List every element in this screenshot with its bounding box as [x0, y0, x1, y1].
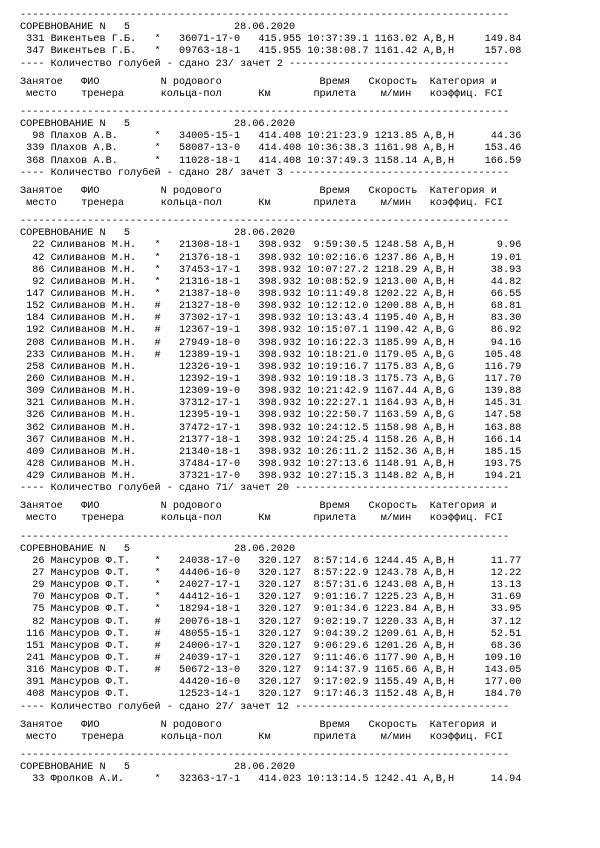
section-rule: --------------------------------------------------------------------------------	[20, 106, 510, 118]
result-row: 241 Мансуров Ф.Т. # 24039-17-1 320.127 9:11:46.6 1177.90 A,B,H 109.10	[20, 653, 522, 665]
result-row: 362 Силиванов М.Н. 37472-17-1 398.932 10:24:12.5 1158.98 A,B,H 163.88	[20, 422, 522, 434]
result-row: 147 Силиванов М.Н. * 21387-18-0 398.932 10:11:49.8 1202.22 A,B,H 66.55	[20, 288, 522, 300]
column-header-line-2: место тренера кольца-пол Км прилета м/мин коэффиц. FCI	[20, 88, 503, 100]
result-row: 321 Силиванов М.Н. 37312-17-1 398.932 10:22:27.1 1164.93 A,B,H 145.31	[20, 398, 522, 410]
result-row: 116 Мансуров Ф.Т. # 48055-15-1 320.127 9:04:39.2 1209.61 A,B,H 52.51	[20, 628, 522, 640]
result-row: 184 Силиванов М.Н. # 37302-17-1 398.932 10:13:43.4 1195.40 A,B,H 83.30	[20, 313, 522, 325]
competition-title: СОРЕВНОВАНИЕ N 5 28.06.2020	[20, 22, 296, 34]
result-row: 428 Силиванов М.Н. 37484-17-0 398.932 10:27:13.6 1148.91 A,B,H 193.75	[20, 458, 522, 470]
result-row: 22 Силиванов М.Н. * 21308-18-1 398.932 9:59:30.5 1248.58 A,B,H 9.96	[20, 240, 522, 252]
section-rule: --------------------------------------------------------------------------------	[20, 750, 510, 762]
result-row: 367 Силиванов М.Н. 21377-18-1 398.932 10:24:25.4 1158.26 A,B,H 166.14	[20, 434, 522, 446]
section-rule: --------------------------------------------------------------------------------	[20, 10, 510, 21]
section-rule: --------------------------------------------------------------------------------	[20, 531, 510, 543]
result-row: 316 Мансуров Ф.Т. # 50672-13-0 320.127 9:14:37.9 1165.66 A,B,H 143.05	[20, 665, 522, 677]
result-row: 368 Плахов А.В. * 11028-18-1 414.408 10:37:49.3 1158.14 A,B,H 166.59	[20, 155, 522, 167]
column-header-line-1: Занятое ФИО N родового Время Скорость Категория и	[20, 185, 497, 197]
result-row: 429 Силиванов М.Н. 37321-17-0 398.932 10:27:15.3 1148.82 A,B,H 194.21	[20, 471, 522, 483]
pigeon-count-summary: ---- Количество голубей - сдано 28/ зачет 3 ------------------------------------	[20, 167, 510, 179]
pigeon-count-summary: ---- Количество голубей - сдано 71/ зачет 20 -----------------------------------	[20, 483, 510, 495]
column-header-line-2: место тренера кольца-пол Км прилета м/мин коэффиц. FCI	[20, 197, 503, 209]
result-row: 29 Мансуров Ф.Т. * 24027-17-1 320.127 8:57:31.6 1243.08 A,B,H 13.13	[20, 580, 522, 592]
competition-title: СОРЕВНОВАНИЕ N 5 28.06.2020	[20, 228, 296, 240]
competition-title: СОРЕВНОВАНИЕ N 5 28.06.2020	[20, 762, 296, 774]
result-row: 75 Мансуров Ф.Т. * 18294-18-1 320.127 9:01:34.6 1223.84 A,B,H 33.95	[20, 604, 522, 616]
column-header-line-1: Занятое ФИО N родового Время Скорость Категория и	[20, 76, 497, 88]
result-row: 92 Силиванов М.Н. * 21316-18-1 398.932 10:08:52.9 1213.00 A,B,H 44.82	[20, 276, 522, 288]
competition-title: СОРЕВНОВАНИЕ N 5 28.06.2020	[20, 119, 296, 131]
result-row: 42 Силиванов М.Н. * 21376-18-1 398.932 10:02:16.6 1237.86 A,B,H 19.01	[20, 252, 522, 264]
column-header-line-1: Занятое ФИО N родового Время Скорость Категория и	[20, 719, 497, 731]
pigeon-count-summary: ---- Количество голубей - сдано 23/ зачет 2 ------------------------------------	[20, 58, 510, 70]
result-row: 409 Силиванов М.Н. 21340-18-1 398.932 10:26:11.2 1152.36 A,B,H 185.15	[20, 446, 522, 458]
result-row: 260 Силиванов М.Н. 12392-19-1 398.932 10:19:18.3 1175.73 A,B,G 117.70	[20, 373, 522, 385]
column-header-line-2: место тренера кольца-пол Км прилета м/мин коэффиц. FCI	[20, 513, 503, 525]
result-row: 391 Мансуров Ф.Т. 44420-16-0 320.127 9:17:02.9 1155.49 A,B,H 177.00	[20, 677, 522, 689]
result-row: 339 Плахов А.В. * 58087-13-0 414.408 10:36:38.3 1161.98 A,B,H 153.46	[20, 143, 522, 155]
result-row: 258 Силиванов М.Н. 12326-19-1 398.932 10:19:16.7 1175.83 A,B,G 116.79	[20, 361, 522, 373]
result-row: 326 Силиванов М.Н. 12395-19-1 398.932 10:22:50.7 1163.59 A,B,G 147.58	[20, 410, 522, 422]
result-row: 86 Силиванов М.Н. * 37453-17-1 398.932 10:07:27.2 1218.29 A,B,H 38.93	[20, 264, 522, 276]
pigeon-count-summary: ---- Количество голубей - сдано 27/ зачет 12 -----------------------------------	[20, 701, 510, 713]
result-row: 27 Мансуров Ф.Т. * 44406-16-0 320.127 8:57:22.9 1243.78 A,B,H 12.22	[20, 568, 522, 580]
result-row: 192 Силиванов М.Н. # 12367-19-1 398.932 10:15:07.1 1190.42 A,B,G 86.92	[20, 325, 522, 337]
result-row: 70 Мансуров Ф.Т. * 44412-16-1 320.127 9:01:16.7 1225.23 A,B,H 31.69	[20, 592, 522, 604]
result-row: 98 Плахов А.В. * 34005-15-1 414.408 10:21:23.9 1213.85 A,B,H 44.36	[20, 131, 522, 143]
result-row: 408 Мансуров Ф.Т. 12523-14-1 320.127 9:17:46.3 1152.48 A,B,H 184.70	[20, 689, 522, 701]
column-header-line-1: Занятое ФИО N родового Время Скорость Категория и	[20, 501, 497, 513]
column-header-line-2: место тренера кольца-пол Км прилета м/мин коэффиц. FCI	[20, 731, 503, 743]
competition-title: СОРЕВНОВАНИЕ N 5 28.06.2020	[20, 543, 296, 555]
result-row: 26 Мансуров Ф.Т. * 24038-17-0 320.127 8:57:14.6 1244.45 A,B,H 11.77	[20, 555, 522, 567]
result-row: 233 Силиванов М.Н. # 12389-19-1 398.932 10:18:21.0 1179.05 A,B,G 105.48	[20, 349, 522, 361]
result-row: 309 Силиванов М.Н. 12309-19-0 398.932 10:21:42.9 1167.44 A,B,G 139.88	[20, 386, 522, 398]
result-row: 331 Викентьев Г.Б. * 36071-17-0 415.955 10:37:39.1 1163.02 A,B,H 149.84	[20, 34, 522, 46]
result-row: 33 Фролков А.И. * 32363-17-1 414.023 10:13:14.5 1242.41 A,B,H 14.94	[20, 774, 522, 786]
result-row: 208 Силиванов М.Н. # 27949-18-0 398.932 10:16:22.3 1185.99 A,B,H 94.16	[20, 337, 522, 349]
result-row: 151 Мансуров Ф.Т. # 24006-17-1 320.127 9:06:29.6 1201.26 A,B,H 68.36	[20, 640, 522, 652]
result-row: 82 Мансуров Ф.Т. # 20076-18-1 320.127 9:02:19.7 1220.33 A,B,H 37.12	[20, 616, 522, 628]
result-row: 347 Викентьев Г.Б. * 09763-18-1 415.955 10:38:08.7 1161.42 A,B,H 157.08	[20, 46, 522, 58]
section-rule: --------------------------------------------------------------------------------	[20, 216, 510, 228]
result-row: 152 Силиванов М.Н. # 21327-18-0 398.932 10:12:12.0 1200.88 A,B,H 68.81	[20, 301, 522, 313]
